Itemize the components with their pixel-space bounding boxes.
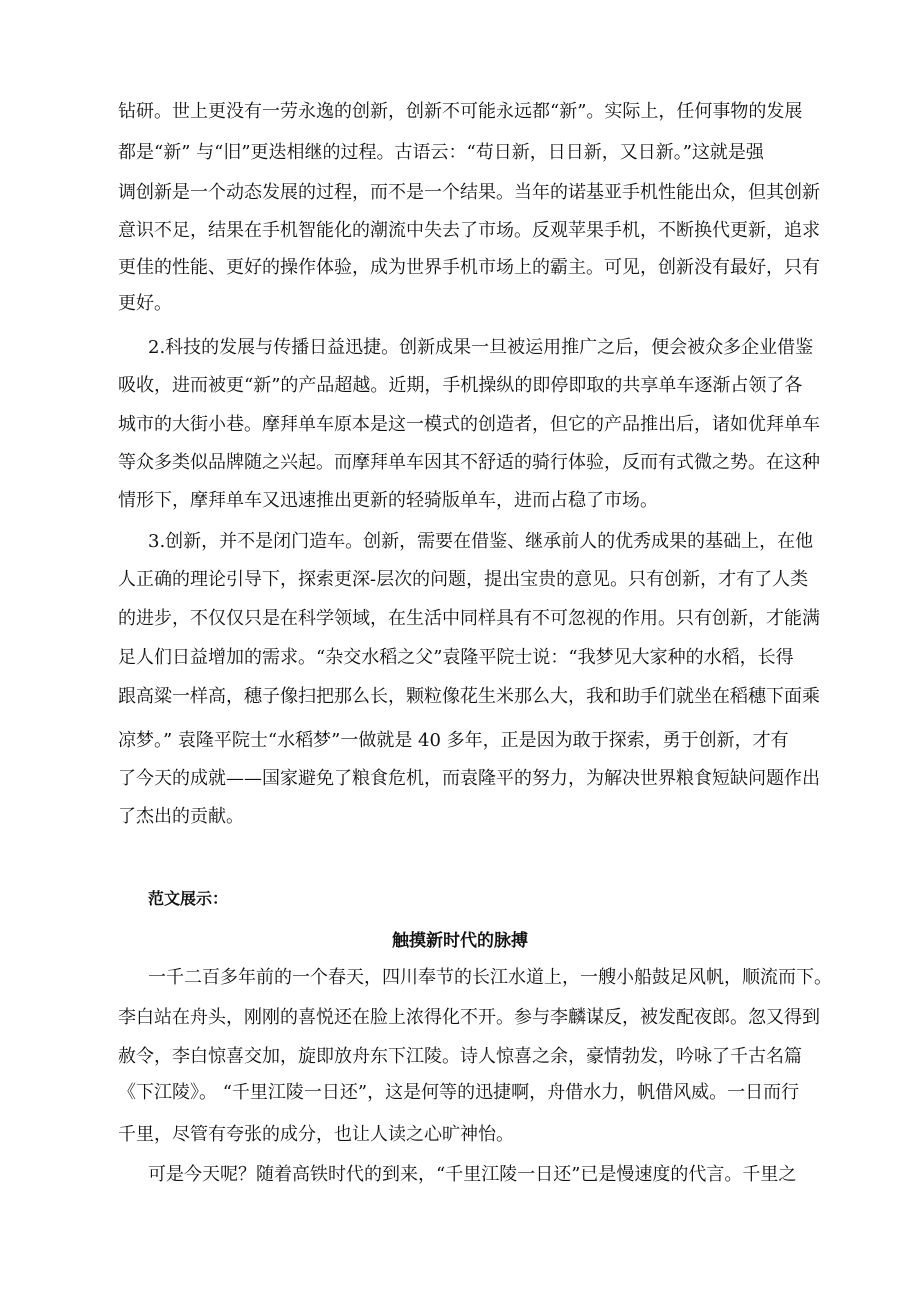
text-line: 调创新是一个动态发展的过程，而不是一个结果。当年的诺基亚手机性能出众，但其创新 xyxy=(118,182,820,203)
text-line: 3.创新，并不是闭门造车。创新，需要在借鉴、继承前人的优秀成果的基础上，在他 xyxy=(148,531,814,552)
text-line: 一千二百多年前的一个春天，四川奉节的长江水道上，一艘小船鼓足风帆，顺流而下。 xyxy=(148,967,832,988)
text-line: 情形下，摩拜单车又迅速推出更新的轻骑版单车，进而占稳了市场。 xyxy=(118,490,658,511)
text-line: 足人们日益增加的需求。“杂交水稻之父”袁隆平院士说：“我梦见大家种的水稻，长得 xyxy=(118,647,794,668)
text-line: 凉梦。” 袁隆平院士“水稻梦”一做就是 40 多年，正是因为敢于探索，勇于创新，才有 xyxy=(118,730,789,751)
text-line: 千里，尽管有夸张的成分，也让人读之心旷神怡。 xyxy=(118,1124,514,1145)
text-line: 李白站在舟头，刚刚的喜悦还在脸上浓得化不开。参与李麟谋反，被发配夜郎。忽又得到 xyxy=(118,1007,820,1028)
text-line: 钻研。世上更没有一劳永逸的创新，创新不可能永远都“新”。实际上，任何事物的发展 xyxy=(118,101,803,122)
text-line: 吸收，进而被更“新”的产品超越。近期，手机操纵的即停即取的共享单车逐渐占领了各 xyxy=(118,375,803,396)
text-line: 更好。 xyxy=(118,293,172,314)
text-line: 等众多类似品牌随之兴起。而摩拜单车因其不舒适的骑行体验，反而有式微之势。在这种 xyxy=(118,452,820,473)
text-line: 《下江陵》。 “千里江陵一日还”，这是何等的迅捷啊，舟借水力，帆借风威。一日而行 xyxy=(118,1082,800,1103)
text-line: 跟高粱一样高，穗子像扫把那么长，颗粒像花生米那么大，我和助手们就坐在稻穗下面乘 xyxy=(118,686,820,707)
text-line: 了杰出的贡献。 xyxy=(118,806,244,827)
text-line: 可是今天呢？随着高铁时代的到来，“千里江陵一日还”已是慢速度的代言。千里之 xyxy=(148,1164,797,1185)
text-line: 人正确的理论引导下，探索更深-层次的问题，提出宝贵的意见。只有创新，才有了人类 xyxy=(118,569,809,590)
text-line: 赦令，李白惊喜交加，旋即放舟东下江陵。诗人惊喜之余，豪情勃发，吟咏了千古名篇 xyxy=(118,1046,802,1067)
text-line: 2.科技的发展与传播日益迅捷。创新成果一旦被运用推广之后，便会被众多企业借鉴 xyxy=(148,337,814,358)
text-line: 意识不足，结果在手机智能化的潮流中失去了市场。反观苹果手机，不断换代更新，追求 xyxy=(118,220,820,241)
text-line: 都是“新” 与“旧”更迭相继的过程。古语云：“苟日新，日日新，又日新。”这就是强 xyxy=(118,142,764,163)
text-line: 更佳的性能、更好的操作体验，成为世界手机市场上的霸主。可见，创新没有最好，只有 xyxy=(118,257,820,278)
text-line: 城市的大街小巷。摩拜单车原本是这一模式的创造者，但它的产品推出后，诸如优拜单车 xyxy=(118,414,820,435)
essay-title: 触摸新时代的脉搏 xyxy=(392,931,528,951)
text-line: 了今天的成就——国家避免了粮食危机，而袁隆平的努力，为解决世界粮食短缺问题作出 xyxy=(118,768,820,789)
section-heading: 范文展示： xyxy=(148,889,229,908)
text-line: 的进步，不仅仅只是在科学领域，在生活中同样具有不可忽视的作用。只有创新，才能满 xyxy=(118,608,820,629)
